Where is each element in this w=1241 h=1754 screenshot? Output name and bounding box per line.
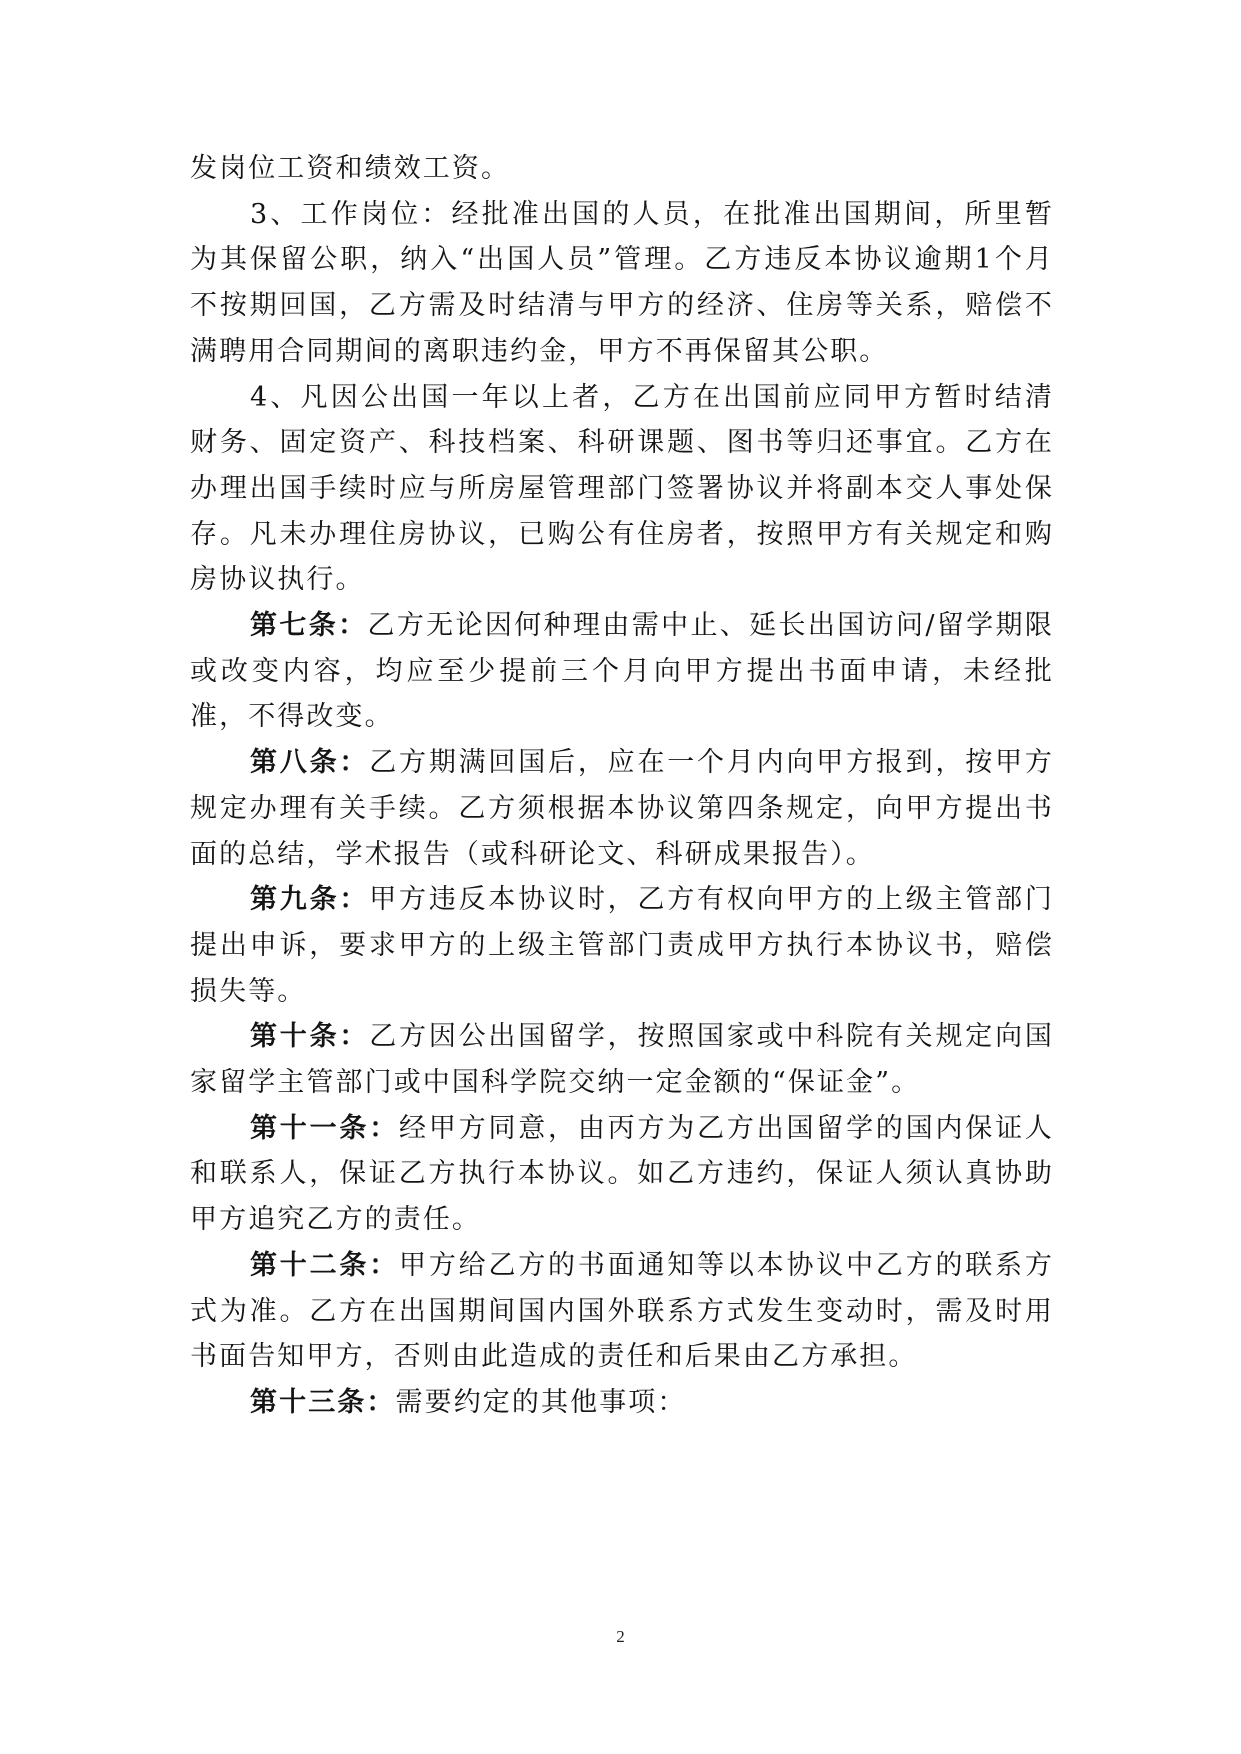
article-text: 乙方因公出国留学，按照国家或中科院有关规定向国家留学主管部门或中国科学院交纳一定金额的“保证金”。 — [190, 1021, 1054, 1099]
paragraph-text: 3、工作岗位：经批准出国的人员，在批准出国期间，所里暂为其保留公职，纳入“出国人员”管理。乙方违反本协议逾期1个月不按期回国，乙方需及时结清与甲方的经济、住房等关系，赔偿不满聘用合同期间的离职违约金，甲方不再保留其公职。 — [190, 198, 1054, 367]
article-label: 第十一条： — [250, 1112, 400, 1144]
article-label: 第九条： — [250, 884, 370, 916]
article-text: 经甲方同意，由丙方为乙方出国留学的国内保证人和联系人，保证乙方执行本协议。如乙方违约，保证人须认真协助甲方追究乙方的责任。 — [190, 1112, 1055, 1236]
paragraph-clause-3 — [190, 192, 1054, 375]
article-label: 第八条： — [250, 747, 370, 779]
article-label: 第十二条： — [250, 1249, 400, 1281]
article-9 — [190, 877, 1054, 1014]
article-7 — [190, 603, 1054, 740]
paragraph-text: 发岗位工资和绩效工资。 — [190, 153, 511, 184]
paragraph-text: 4、凡因公出国一年以上者，乙方在出国前应同甲方暂时结清财务、固定资产、科技档案、科研课题、图书等归还事宜。乙方在办理出国手续时应与所房屋管理部门签署协议并将副本交人事处保存。凡未办理住房协议，已购公有住房者，按照甲方有关规定和购房协议执行。 — [190, 381, 1054, 596]
article-8 — [190, 740, 1054, 877]
article-text: 甲方给乙方的书面通知等以本协议中乙方的联系方式为准。乙方在出国期间国内国外联系方式发生变动时，需及时用书面告知甲方，否则由此造成的责任和后果由乙方承担。 — [190, 1249, 1055, 1373]
article-text: 需要约定的其他事项： — [395, 1386, 687, 1418]
article-text: 乙方期满回国后，应在一个月内向甲方报到，按甲方规定办理有关手续。乙方须根据本协议第四条规定，向甲方提出书面的总结，学术报告（或科研论文、科研成果报告）。 — [190, 747, 1054, 870]
page-number: 2 — [616, 1627, 625, 1646]
article-text: 乙方无论因何种理由需中止、延长出国访问/留学期限或改变内容，均应至少提前三个月向甲方提出书面申请，未经批准，不得改变。 — [190, 610, 1054, 733]
article-label: 第十条： — [250, 1021, 370, 1053]
article-13 — [190, 1380, 1054, 1426]
article-11 — [190, 1106, 1054, 1243]
document-body — [190, 146, 1054, 1426]
paragraph-clause-4 — [190, 375, 1054, 604]
article-label: 第七条： — [250, 610, 368, 642]
article-text: 甲方违反本协议时，乙方有权向甲方的上级主管部门提出申诉，要求甲方的上级主管部门责成甲方执行本协议书，赔偿损失等。 — [190, 884, 1054, 1007]
article-label: 第十三条： — [250, 1386, 396, 1418]
article-12 — [190, 1243, 1054, 1380]
paragraph-continuation — [190, 146, 1054, 192]
article-10 — [190, 1014, 1054, 1105]
